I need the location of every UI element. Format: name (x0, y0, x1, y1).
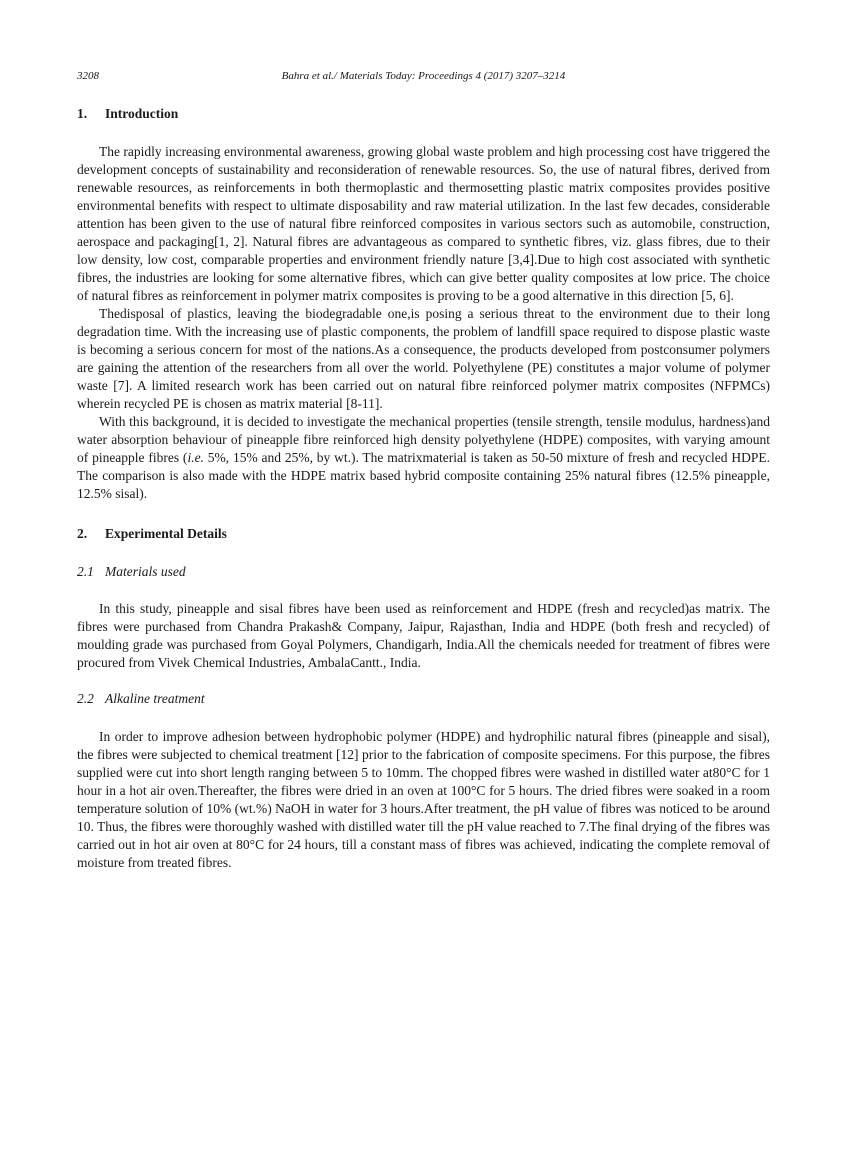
intro-paragraph-1: The rapidly increasing environmental awareness, growing global waste problem and high processing cost have triggered the development concepts of sustainability and reconsideration of renewable resources. So, the use of natural fibres, derived from renewable resources, as reinforcements in both thermoplastic and thermosetting plastic matrix composites provides positive environmental benefits with respect to ultimate disposability and raw material utilization. In the last few decades, considerable attention has been given to the use of natural fibre reinforced composites in various sectors such as automobile, construction, aerospace and packaging[1, 2]. Natural fibres are advantageous as compared to synthetic fibres, viz. glass fibres, due to their low density, low cost, comparable properties and environment friendly nature [3,4].Due to high cost associated with synthetic fibres, the industries are looking for some alternative fibres, which can give better quality composites at low price. The choice of natural fibres as reinforcement in polymer matrix composites is proving to be a good alternative in this direction [5, 6]. (77, 144, 770, 303)
article-body (77, 105, 770, 872)
section-title: Introduction (105, 106, 179, 121)
subsection-title: Alkaline treatment (105, 691, 205, 706)
subsection-number: 2.2 (77, 691, 94, 706)
subsection-title: Materials used (105, 564, 186, 579)
journal-reference: Bahra et al./ Materials Today: Proceedings 4 (2017) 3207–3214 (281, 70, 566, 82)
page-number: 3208 (77, 70, 99, 82)
section-heading-introduction (77, 105, 770, 123)
ie-abbreviation: i.e. (187, 450, 204, 465)
intro-paragraph-3-part-a: With this background, it is decided to investigate the mechanical properties (tensile strength, tensile modulus, hardness)and water absorption behaviour of pineapple fibre reinforced high density polyethylene (HDPE) composites, with varying amount of pineapple fibres ( (77, 414, 770, 465)
section-number: 1. (77, 106, 88, 121)
materials-paragraph: In this study, pineapple and sisal fibres have been used as reinforcement and HDPE (fresh and recycled)as matrix. The fibres were purchased from Chandra Prakash& Company, Jaipur, Rajasthan, India and HDPE (both fresh and recycled) of moulding grade was purchased from Goyal Polymers, Chandigarh, India.All the chemicals needed for treatment of fibres were procured from Vivek Chemical Industries, AmbalaCantt., India. (77, 601, 770, 670)
subsection-number: 2.1 (77, 564, 94, 579)
running-header (77, 70, 770, 88)
section-heading-experimental (77, 525, 770, 543)
intro-paragraph-3-part-b: 5%, 15% and 25%, by wt.). The matrixmaterial is taken as 50-50 mixture of fresh and recycled HDPE. The comparison is also made with the HDPE matrix based hybrid composite containing 25% natural fibres (12.5% pineapple, 12.5% sisal). (77, 450, 770, 501)
subsection-heading-materials (77, 563, 770, 581)
subsection-heading-alkaline (77, 690, 770, 708)
alkaline-paragraph: In order to improve adhesion between hydrophobic polymer (HDPE) and hydrophilic natural fibres (pineapple and sisal), the fibres were subjected to chemical treatment [12] prior to the fabrication of composite specimens. For this purpose, the fibres supplied were cut into short length ranging between 5 to 10mm. The chopped fibres were washed in distilled water at80°C for 1 hour in a hot air oven.Thereafter, the fibres were dried in an oven at 100°C for 5 hours. The dried fibres were soaked in a room temperature solution of 10% (wt.%) NaOH in water for 3 hours.After treatment, the pH value of fibres was noticed to be around 10. Thus, the fibres were thoroughly washed with distilled water till the pH value reached to 7.The final drying of the fibres was carried out in hot air oven at 80°C for 24 hours, till a constant mass of fibres was achieved, indicating the complete removal of moisture from treated fibres. (77, 729, 770, 870)
intro-paragraph-3 (77, 413, 770, 503)
section-number: 2. (77, 526, 88, 541)
intro-paragraph-2: Thedisposal of plastics, leaving the biodegradable one,is posing a serious threat to the environment due to their long degradation time. With the increasing use of plastic components, the problem of landfill space required to dispose plastic waste is becoming a serious concern for most of the nations.As a consequence, the products developed from postconsumer polymers are gaining the attention of the researchers from all over the world. Polyethylene (PE) constitutes a major volume of polymer waste [7]. A limited research work has been carried out on natural fibre reinforced polymer matrix composites (NFPMCs) wherein recycled PE is chosen as matrix material [8-11]. (77, 306, 770, 411)
section-title: Experimental Details (105, 526, 227, 541)
